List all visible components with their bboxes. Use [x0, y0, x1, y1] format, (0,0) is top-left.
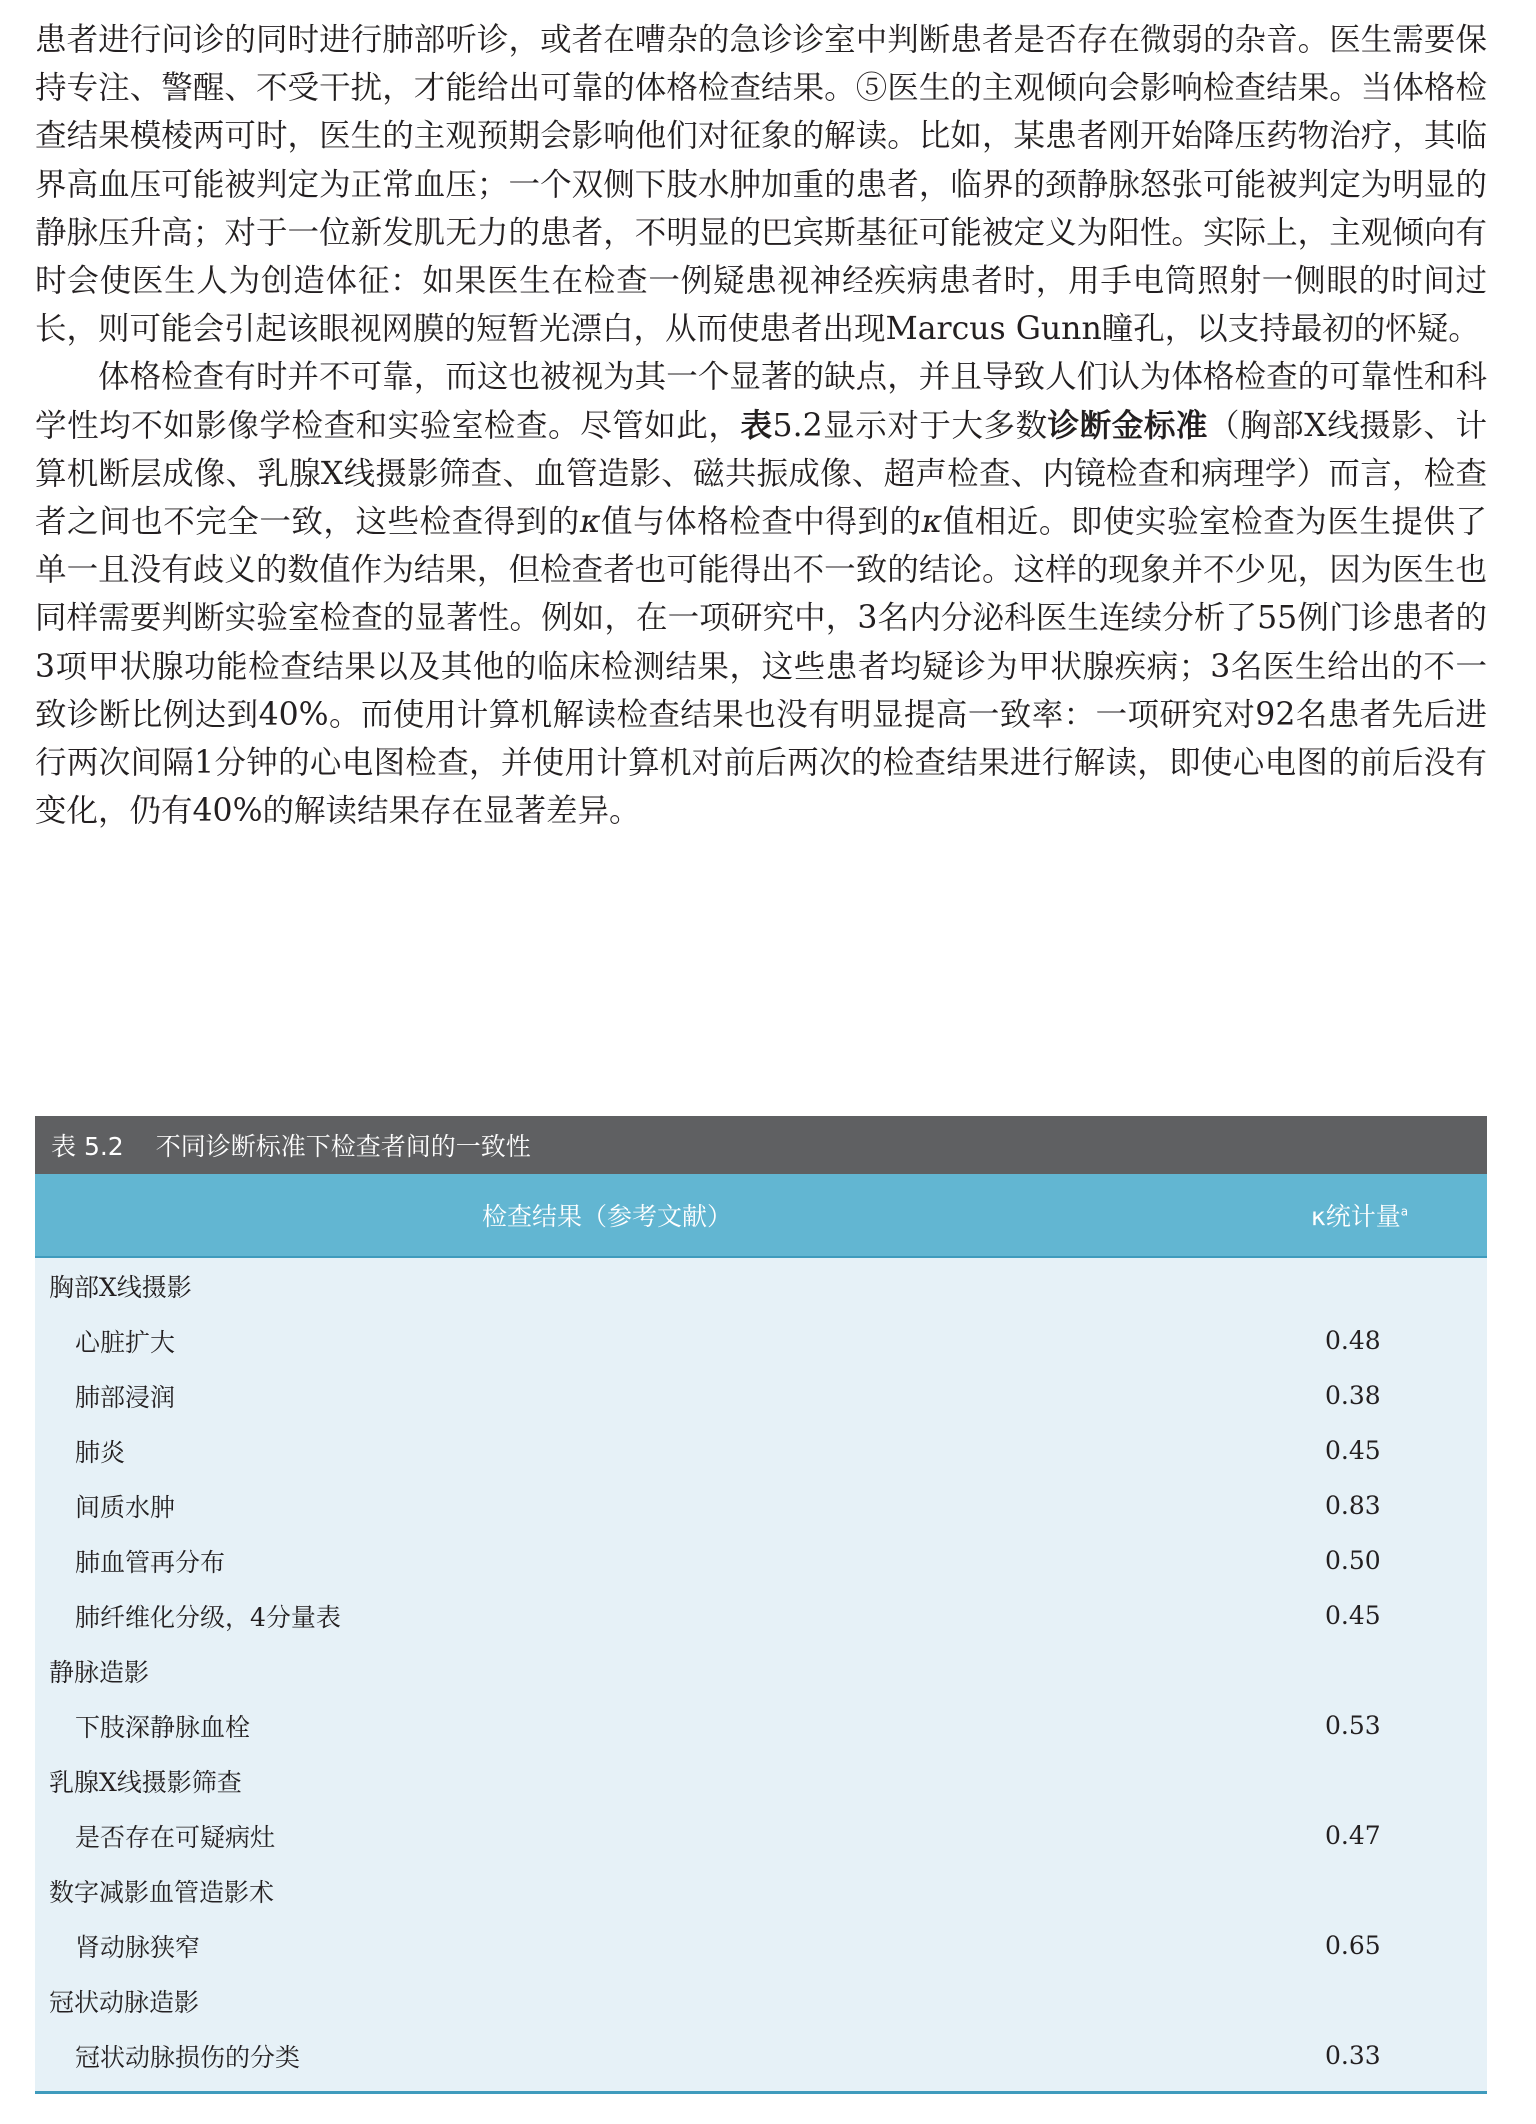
modality-label: 数字减影血管造影术: [49, 1877, 275, 1907]
kappa-value: 0.83: [1325, 1491, 1381, 1520]
body-text: [35, 16, 1487, 835]
column-header-kappa-label: κ统计量: [1311, 1202, 1401, 1231]
paragraph-2-part-1: 体格检查有时并不可靠，而这也被视为其一个显著的缺点，并且导致人们认为体格检查的可靠性和科学性均不如影像学检查和实验室检查。尽管如此，: [35, 359, 1487, 444]
finding-label: 肺纤维化分级，4分量表: [75, 1602, 341, 1632]
table-row: [35, 1588, 1487, 1643]
footnote-marker: a: [1400, 1204, 1409, 1219]
kappa-value: 0.53: [1325, 1711, 1381, 1740]
table-group-row: [35, 1753, 1487, 1808]
finding-label: 是否存在可疑病灶: [75, 1822, 276, 1852]
table-reference-label: 表: [740, 407, 773, 444]
modality-label: 冠状动脉造影: [49, 1987, 200, 2017]
table-group-row: [35, 1863, 1487, 1918]
finding-label: 心脏扩大: [75, 1327, 176, 1357]
paragraph-2-part-2: 5.2显示对于大多数: [772, 407, 1048, 444]
paragraph-2-part-3: （胸部X线摄影、计算机断层成像、乳腺X线摄影筛查、血管造影、磁共振成像、超声检查、内镜检查和病理学）而言，检查者之间也不完全一致，这些检查得到的: [35, 407, 1487, 541]
column-header-findings: 检查结果（参考文献）: [481, 1202, 732, 1231]
table-row: [35, 1368, 1487, 1423]
table-group-row: [35, 1258, 1487, 1313]
modality-label: 胸部X线摄影: [49, 1272, 192, 1302]
finding-label: 肾动脉狭窄: [75, 1932, 201, 1962]
table-title: 不同诊断标准下检查者间的一致性: [155, 1132, 531, 1161]
table-row: [35, 2028, 1487, 2083]
finding-label: 下肢深静脉血栓: [75, 1712, 251, 1742]
paragraph-1: 患者进行问诊的同时进行肺部听诊，或者在嘈杂的急诊诊室中判断患者是否存在微弱的杂音。医生需要保持专注、警醒、不受干扰，才能给出可靠的体格检查结果。⑤医生的主观倾向会影响检查结果。当体格检查结果模棱两可时，医生的主观预期会影响他们对征象的解读。比如，某患者刚开始降压药物治疗，其临界高血压可能被判定为正常血压；一个双侧下肢水肿加重的患者，临界的颈静脉怒张可能被判定为明显的静脉压升高；对于一位新发肌无力的患者，不明显的巴宾斯基征可能被定义为阳性。实际上，主观倾向有时会使医生人为创造体征：如果医生在检查一例疑患视神经疾病患者时，用手电筒照射一侧眼的时间过长，则可能会引起该眼视网膜的短暂光漂白，从而使患者出现Marcus Gunn瞳孔，以支持最初的怀疑。: [35, 22, 1487, 348]
kappa-value: 0.38: [1325, 1381, 1381, 1410]
table-body: [35, 1258, 1487, 2094]
paragraph-2-part-4: 值与体格检查中得到的: [600, 504, 922, 541]
table-header-row: [35, 1174, 1487, 1258]
finding-label: 冠状动脉损伤的分类: [75, 2042, 301, 2072]
table-row: [35, 1533, 1487, 1588]
paragraph-2-part-5: 值相近。即使实验室检查为医生提供了单一且没有歧义的数值作为结果，但检查者也可能得出不一致的结论。这样的现象并不少见，因为医生也同样需要判断实验室检查的显著性。例如，在一项研究中，3名内分泌科医生连续分析了55例门诊患者的3项甲状腺功能检查结果以及其他的临床检测结果，这些患者均疑诊为甲状腺疾病；3名医生给出的不一致诊断比例达到40%。而使用计算机解读检查结果也没有明显提高一致率：一项研究对92名患者先后进行两次间隔1分钟的心电图检查，并使用计算机对前后两次的检查结果进行解读，即使心电图的前后没有变化，仍有40%的解读结果存在显著差异。: [35, 504, 1487, 830]
kappa-value: 0.48: [1325, 1326, 1381, 1355]
finding-label: 肺部浸润: [75, 1382, 176, 1412]
kappa-symbol: κ: [579, 504, 601, 541]
kappa-value: 0.50: [1325, 1546, 1381, 1575]
table-group-row: [35, 1973, 1487, 2028]
modality-label: 乳腺X线摄影筛查: [49, 1767, 242, 1797]
table-row: [35, 1423, 1487, 1478]
finding-label: 间质水肿: [75, 1492, 176, 1522]
kappa-value: 0.47: [1325, 1821, 1381, 1850]
kappa-table: [35, 1116, 1487, 2094]
table-group-row: [35, 1643, 1487, 1698]
table-caption: [35, 1116, 1487, 1174]
gold-standard-term: 诊断金标准: [1047, 407, 1209, 444]
table-row: [35, 1478, 1487, 1533]
table-row: [35, 1808, 1487, 1863]
table-row: [35, 1918, 1487, 1973]
finding-label: 肺炎: [75, 1437, 126, 1467]
modality-label: 静脉造影: [49, 1657, 150, 1687]
kappa-value: 0.33: [1325, 2041, 1381, 2070]
kappa-value: 0.65: [1325, 1931, 1381, 1960]
paragraph-2: [35, 353, 1487, 835]
kappa-value: 0.45: [1325, 1601, 1381, 1630]
table-row: [35, 1698, 1487, 1753]
table-number: 表 5.2: [51, 1132, 124, 1161]
table-row: [35, 1313, 1487, 1368]
column-header-kappa: [1179, 1197, 1487, 1233]
finding-label: 肺血管再分布: [75, 1547, 226, 1577]
kappa-symbol: κ: [921, 504, 943, 541]
kappa-value: 0.45: [1325, 1436, 1381, 1465]
